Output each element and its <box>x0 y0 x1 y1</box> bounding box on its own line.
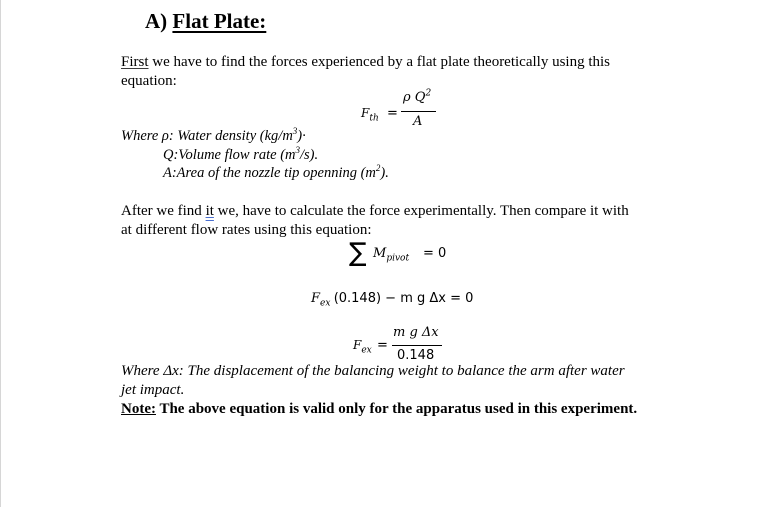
eq2-sigma: ∑ <box>349 238 367 268</box>
eq3-rest: (0.148) − m g Δx = 0 <box>333 291 474 306</box>
eq2-rhs: = 0 <box>423 246 447 261</box>
page-edge <box>0 0 1 507</box>
intro-line-2: equation: <box>121 73 177 89</box>
eq1-numerator: ρ $Q^2$ <box>403 88 432 105</box>
eq4-equals: = <box>377 338 388 353</box>
heading-prefix: A) <box>145 9 168 33</box>
eq4-denominator: 0.148 <box>397 348 435 363</box>
where-dx-line-2: jet impact. <box>121 382 185 398</box>
eq2-moment: $M_{pivot}$ <box>373 246 410 264</box>
intro-first-word: First <box>121 54 149 70</box>
intro-line-1-text: we have to find the forces experienced by a flat plate theoretically using this <box>148 54 611 70</box>
eq4-lhs: $F_{ex}$ <box>353 338 372 356</box>
eq4-numerator: m g Δx <box>393 325 439 340</box>
note-label: Note: <box>121 401 156 417</box>
eq3-force: $F_{ex}$ <box>311 291 331 309</box>
note-line <box>121 400 637 419</box>
eq1-lhs: $F_{th}$ <box>361 106 379 124</box>
para2-flagged-word: it <box>205 203 214 219</box>
note-text: The above equation is valid only for the apparatus used in this experiment. <box>155 401 638 417</box>
intro-line-1 <box>121 53 610 72</box>
section-heading <box>145 9 266 34</box>
where-q: Q:Volume flow rate $(m^3/s)$. <box>163 145 319 163</box>
eq1-denominator: A <box>413 114 423 129</box>
equation-balance <box>311 290 474 309</box>
heading-title: Flat Plate: <box>172 9 267 33</box>
para2-line-1: After we find it we, have to calculate the force experimentally. Then compare it with <box>121 203 629 219</box>
eq1-fraction-bar <box>401 111 436 112</box>
where-a: A:Area of the nozzle tip openning $(m^2)$. <box>163 163 389 181</box>
eq1-equals: = <box>387 106 398 121</box>
where-rho: Where ρ: Water density $(kg/m^3)\cdot$ <box>121 126 306 144</box>
where-dx-line-1: Where Δx: The displacement of the balancing weight to balance the arm after water <box>121 363 625 379</box>
eq4-fraction-bar <box>392 345 442 346</box>
para2-line-2: at different flow rates using this equation: <box>121 222 372 238</box>
